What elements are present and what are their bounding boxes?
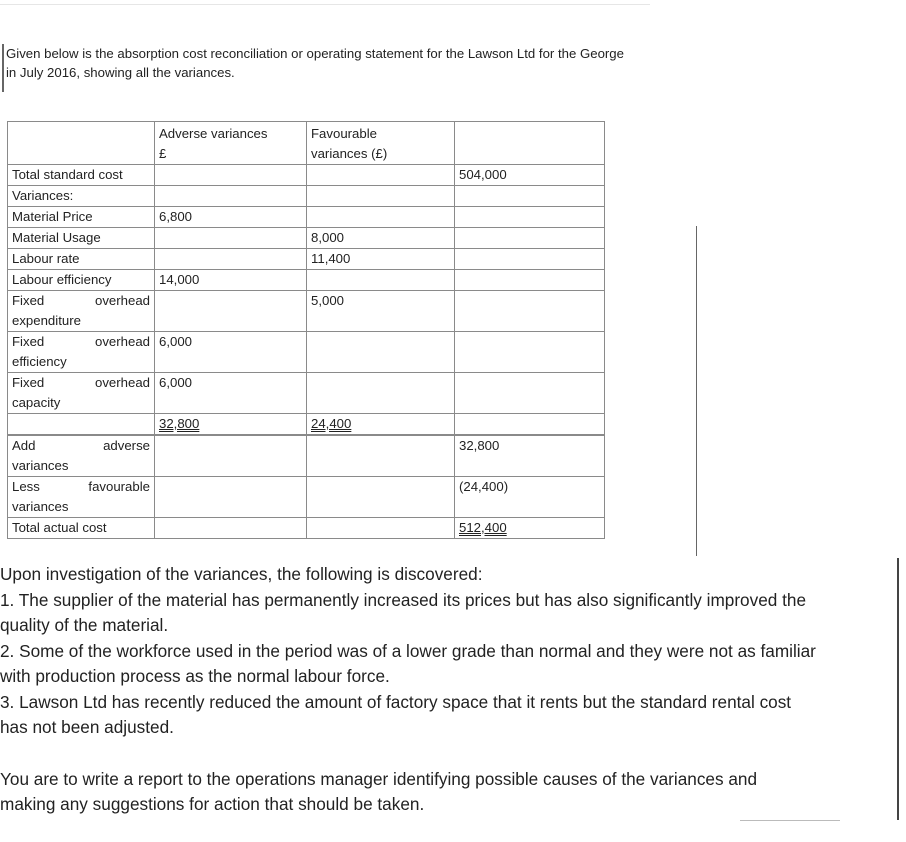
finding-2-line-1: 2. Some of the workforce used in the period was of a lower grade than normal and they were not as familiar (0, 640, 816, 661)
header-row (8, 122, 605, 165)
table-row: Labour rate 11,400 (8, 249, 605, 270)
total-actual-row: Total actual cost 512,400 (8, 518, 605, 539)
table-row: Total standard cost 504,000 (8, 165, 605, 186)
finding-2-line-2: with production process as the normal labour force. (0, 666, 390, 686)
table-row: Add adverse variances 32,800 (8, 436, 605, 477)
table-row: Labour efficiency 14,000 (8, 270, 605, 291)
task-line-2: making any suggestions for action that should be taken. (0, 794, 425, 814)
bottom-divider (740, 820, 840, 821)
right-margin-line (696, 226, 697, 556)
adverse-subtotal: 32,800 (159, 416, 200, 431)
finding-1-line-2: quality of the material. (0, 615, 169, 635)
left-margin-bar (2, 44, 4, 92)
table-row: Fixed overhead capacity 6,000 (8, 373, 605, 414)
intro-line-2: in July 2016, showing all the variances. (6, 65, 235, 80)
table-row: Less favourable variances (24,400) (8, 477, 605, 518)
table-row: Material Price 6,800 (8, 207, 605, 228)
header-adverse: Adverse variances £ (155, 122, 307, 165)
finding-3-line-2: has not been adjusted. (0, 717, 174, 737)
subtotal-row (8, 414, 605, 435)
intro-line-1: Given below is the absorption cost reconciliation or operating statement for the Lawson Ltd for the George (6, 46, 624, 61)
top-divider (0, 4, 650, 5)
header-favourable: Favourable variances (£) (307, 122, 455, 165)
total-actual-value: 512,400 (459, 520, 507, 535)
header-label-cell (8, 122, 155, 165)
spacer (0, 741, 900, 767)
header-total-cell (455, 122, 605, 165)
operating-statement-table (7, 121, 605, 539)
table-row: Material Usage 8,000 (8, 228, 605, 249)
table-row: Fixed overhead expenditure 5,000 (8, 291, 605, 332)
intro-text (6, 44, 726, 82)
task-line-1: You are to write a report to the operations manager identifying possible causes of the variances and (0, 768, 758, 789)
favourable-subtotal: 24,400 (311, 416, 352, 431)
table-row: Fixed overhead efficiency 6,000 (8, 332, 605, 373)
findings-heading: Upon investigation of the variances, the following is discovered: (0, 564, 483, 584)
finding-3-line-1: 3. Lawson Ltd has recently reduced the amount of factory space that it rents but the standard rental cost (0, 691, 792, 712)
findings-section (0, 562, 900, 818)
finding-1-line-1: 1. The supplier of the material has permanently increased its prices but has also significantly improved the (0, 589, 806, 610)
table-row: Variances: (8, 186, 605, 207)
